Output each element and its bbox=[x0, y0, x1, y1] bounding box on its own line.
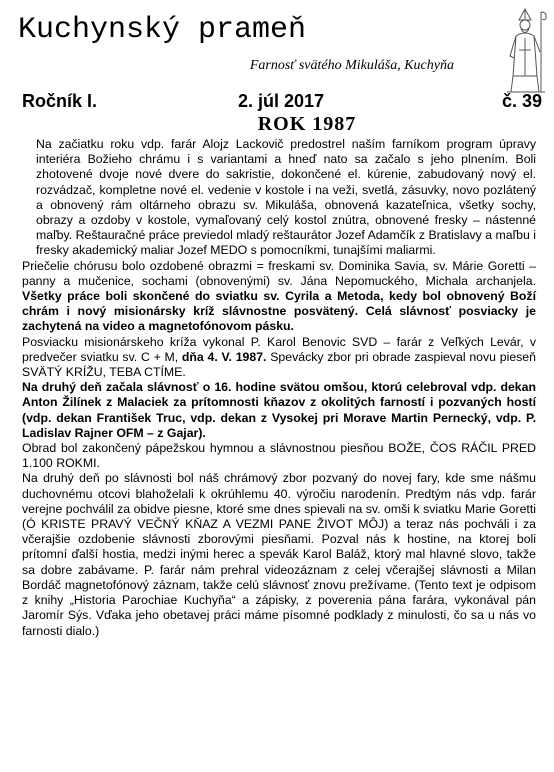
paragraph-2-text: Priečelie chórusu bolo ozdobené obrazmi = freskami sv. Dominika Savia, sv. Márie Goretti – panny a mučenice, sochami (obnovenými) sv. Jána Nepomuckého, Michala archanjela. bbox=[22, 258, 536, 288]
issue-date: 2. júl 2017 bbox=[238, 91, 325, 111]
bishop-saint-nicholas-icon bbox=[504, 6, 548, 98]
volume-label: Ročník I. bbox=[22, 91, 98, 111]
issue-info-row bbox=[22, 91, 542, 111]
paragraph-2-bold: Všetky práce boli skončené do sviatku sv. Cyrila a Metoda, kedy bol obnovený Boží chrám i nový misionársky kríž slávnostne posvätený. Celá slávnosť posviacky je zachytená na video a magnetofónovom pásku. bbox=[22, 289, 536, 334]
paragraph-3-text: Posviacku misionárskeho kríža vykonal P. Karol Benovic SVD – farár z Veľkých Levár, v predvečer sviatku sv. C + M, bbox=[22, 334, 536, 364]
paragraph-4-bold: Na druhý deň začala slávnosť o 16. hodine svätou omšou, ktorú celebroval vdp. dekan Anton Žilínek z Malaciek za prítomnosti kňazov z okolitých farností i pozvaných hostí (vdp. dekan František Truc, vdp. dekan z Vysokej pri Morave Martin Pernecký, vdp. P. Ladislav Rajner OFM – z Gajar). bbox=[22, 380, 536, 440]
paragraph-6: Na druhý deň po slávnosti bol náš chrámový zbor pozvaný do novej fary, kde sme nášmu duchovnému otcovi blahoželali k okrúhlemu 40. výročiu narodenín. Predtým nás vdp. farár verejne pochválil za obidve piesne, ktoré sme dnes spievali na sv. omši k sviatku Marie Goretti (Ó KRISTE PRAVÝ VEČNÝ KŇAZ A VEZMI PANE ŽIVOT MÔJ) a teraz nás pochváli i za včerajšie ozdobenie slávnosti zborovými piesňami. Pozval nás k hostine, na ktorej boli prítomní ďalší hostia, medzi inými herec a spevák Karol Baláž, ktorý mal hlavné slovo, takže sa dobre zabávame. P. farár nám prehral videozáznam z celej včerajšej slávnosti a Milan Bordáč magnetofónový záznam, takže celú slávnosť znovu prežívame. (Tento text je odpisom z knihy „Historia Parochiae Kuchyňa“ a zápisky, z poverenia pána farára, vykonával pán Jaromír Sýs. Vďaka jeho obetavej práci máme písomné podklady z minulosti, čo sa u nás vo farnosti dialo.) bbox=[22, 471, 536, 638]
article-heading: ROK 1987 bbox=[257, 113, 357, 135]
paragraph-3-date: dňa 4. V. 1987. bbox=[181, 349, 267, 364]
paragraph-5: Obrad bol zakončený pápežskou hymnou a slávnostnou piesňou BOŽE, ČOS RÁČIL PRED 1.100 ROKMI. bbox=[22, 441, 536, 471]
newsletter-title: Kuchynský prameň bbox=[18, 13, 307, 47]
paragraph-3 bbox=[22, 335, 536, 381]
paragraph-4 bbox=[22, 380, 536, 441]
issue-number: č. 39 bbox=[501, 91, 542, 111]
paragraph-3-rest: Spevácky zbor pri obrade zaspieval novu pieseň SVÄTÝ KRÍŽU, TEBA CTÍME. bbox=[22, 349, 536, 380]
paragraph-1: Na začiatku roku vdp. farár Alojz Lackovič predostrel naším farníkom program úpravy interiéra Božieho chrámu i s variantami a hneď nato sa začalo s jeho plnením. Boli zhotovené dvoje nové dvere do sakristie, dokončené el. kúrenie, zabudovaný nový el. rozvádzač, kompletne nové el. vedenie v kostole i na veži, svetlá, zásuvky, novo pozlátený a obnovený rám oltárneho obrazu sv. Mikuláša, obnovená kazateľnica, všetky sochy, obrazy a ozdoby v kostole, vymaľovaný celý kostol znútra, obnovené fresky – nástenné maľby. Reštauračné práce previedol mladý reštaurátor Jozef Adamčík z Bratislavy a maľbu i fresky akademický maliar Jozef MEDO s pomocníkmi, tunajšími maliarmi. bbox=[36, 137, 536, 258]
article-body bbox=[22, 137, 536, 639]
paragraph-2 bbox=[22, 259, 536, 335]
parish-subtitle: Farnosť svätého Mikuláša, Kuchyňa bbox=[249, 58, 454, 73]
